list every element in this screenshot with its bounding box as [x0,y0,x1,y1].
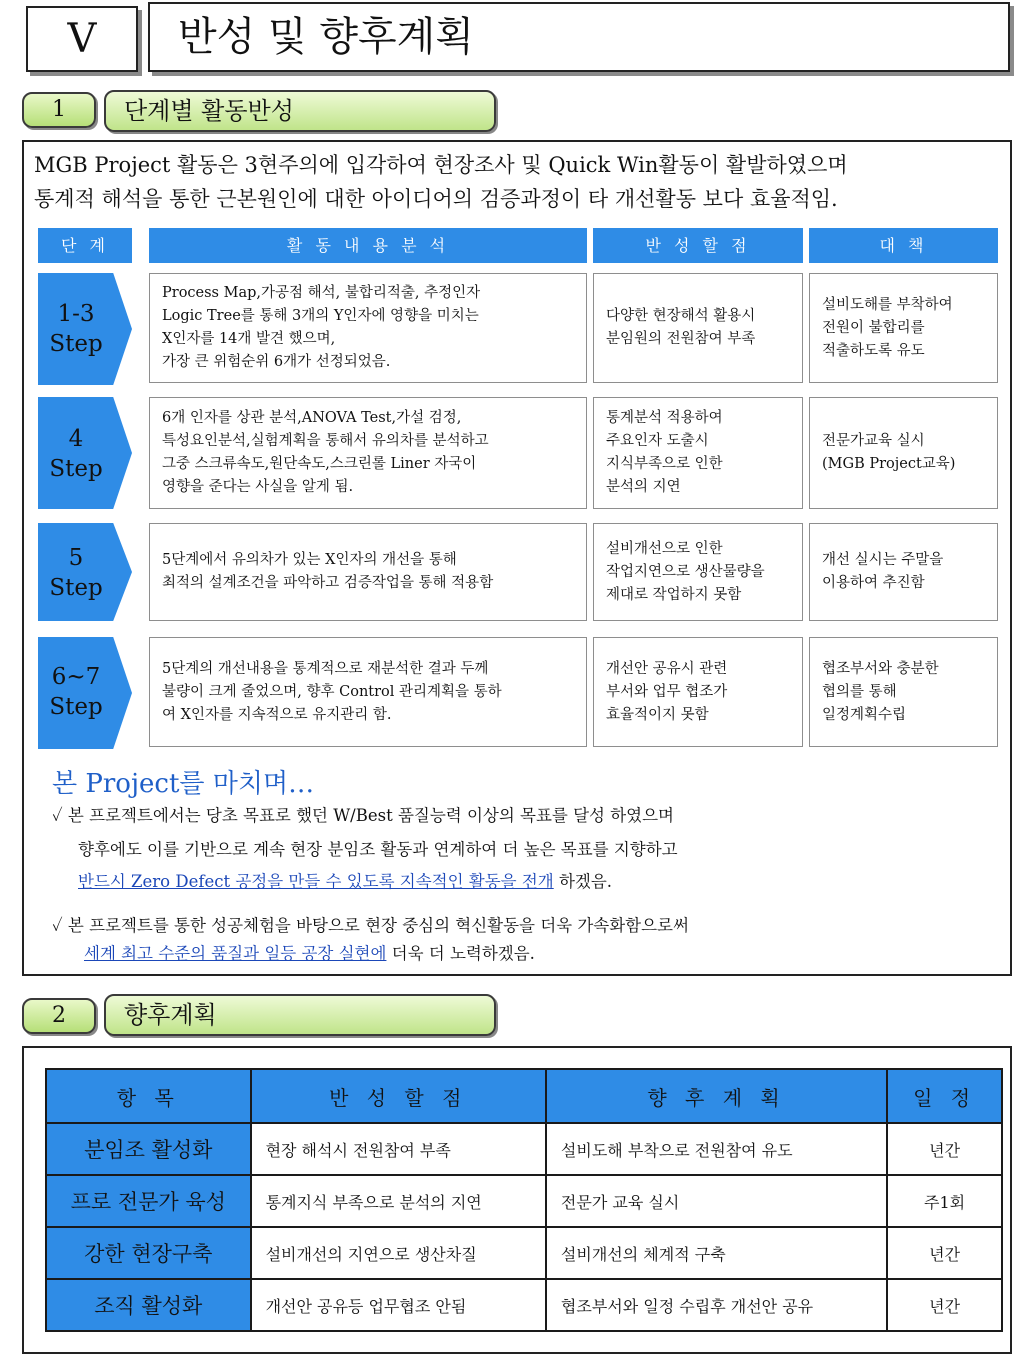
closing-title: 본 Project를 마치며… [52,769,315,799]
plan-reflection-cell: 개선안 공유등 업무협조 안됨 [251,1279,546,1331]
plan-item-cell: 프로 전문가 육성 [46,1175,251,1227]
table-row [46,1279,1002,1331]
reflection-cell: 다양한 현장해석 활용시 분임원의 전원참여 부족 [593,273,803,383]
closing-bullet-1-line-2: 향후에도 이를 기반으로 계속 현장 분임조 활동과 연계하여 더 높은 목표를 지향하고 [78,840,678,859]
plan-schedule-cell: 년간 [887,1227,1002,1279]
goal-link-text: 반드시 Zero Defect 공정을 만들 수 있도록 지속적인 활동을 전개 [78,872,554,891]
reflection-cell: 통계분석 적용하여 주요인자 도출시 지식부족으로 인한 분석의 지연 [593,397,803,509]
table-row [46,1175,1002,1227]
chapter-number: V [26,6,138,72]
table-row [46,1123,1002,1175]
plan-item-cell: 강한 현장구축 [46,1227,251,1279]
table-row [46,1227,1002,1279]
column-header-activity: 활 동 내 용 분 석 [149,228,587,263]
plan-item-cell: 분임조 활성화 [46,1123,251,1175]
plan-header-reflection: 반 성 할 점 [251,1069,546,1123]
plan-plan-cell: 설비개선의 체계적 구축 [546,1227,887,1279]
page-title: 반성 및 향후계획 [148,2,1010,72]
step-label: 4 Step [49,426,103,482]
plan-plan-cell: 협조부서와 일정 수립후 개선안 공유 [546,1279,887,1331]
column-header-measure: 대 책 [809,228,998,263]
plan-plan-cell: 설비도해 부착으로 전원참여 유도 [546,1123,887,1175]
plan-reflection-cell: 현장 해석시 전원참여 부족 [251,1123,546,1175]
activity-cell: 6개 인자를 상관 분석,ANOVA Test,가설 검정, 특성요인분석,실험계획을 통해서 유의차를 분석하고 그중 스크류속도,원단속도,스크린롤 Liner 자국이 영향을 준다는 사실을 알게 됨. [149,397,587,509]
plan-schedule-cell: 주1회 [887,1175,1002,1227]
column-header-step: 단 계 [38,228,132,263]
step-label: 6~7 Step [49,664,103,720]
section-1-number: 1 [22,92,96,128]
measure-cell: 전문가교육 실시 (MGB Project교육) [809,397,998,509]
plan-schedule-cell: 년간 [887,1123,1002,1175]
activity-cell: 5단계의 개선내용을 통계적으로 재분석한 결과 두께 불량이 크게 줄었으며, 향후 Control 관리계획을 통하 여 X인자를 지속적으로 유지관리 함. [149,637,587,747]
plan-plan-cell: 전문가 교육 실시 [546,1175,887,1227]
reflection-cell: 개선안 공유시 관련 부서와 업무 협조가 효율적이지 못함 [593,637,803,747]
column-header-reflection: 반 성 할 점 [593,228,803,263]
plan-reflection-cell: 설비개선의 지연으로 생산차질 [251,1227,546,1279]
closing-bullet-2-line-2: 세계 최고 수준의 품질과 일등 공장 실현에 더욱 더 노력하겠음. [84,944,535,963]
closing-bullet-1-line-3: 반드시 Zero Defect 공정을 만들 수 있도록 지속적인 활동을 전개 하겠음. [78,872,613,891]
measure-cell: 개선 실시는 주말을 이용하여 추진함 [809,523,998,621]
plan-reflection-cell: 통계지식 부족으로 분석의 지연 [251,1175,546,1227]
step-label: 1-3 Step [49,301,103,357]
section-2-number: 2 [22,998,96,1034]
intro-line-2: 통계적 해석을 통한 근본원인에 대한 아이디어의 검증과정이 타 개선활동 보다 효율적임. [34,187,838,211]
plan-header-schedule: 일 정 [887,1069,1002,1123]
plan-header-plan: 향 후 계 획 [546,1069,887,1123]
section-2-title: 향후계획 [104,994,496,1036]
plan-header-item: 항 목 [46,1069,251,1123]
plan-table [45,1068,1003,1332]
measure-cell: 협조부서와 충분한 협의를 통해 일정계획수립 [809,637,998,747]
closing-bullet-2-line-1: ✓ 본 프로젝트를 통한 성공체험을 바탕으로 현장 중심의 혁신활동을 더욱 가속화함으로써 [52,916,689,935]
reflection-cell: 설비개선으로 인한 작업지연으로 생산물량을 제대로 작업하지 못함 [593,523,803,621]
plan-item-cell: 조직 활성화 [46,1279,251,1331]
vision-link-text: 세계 최고 수준의 품질과 일등 공장 실현에 [84,944,387,963]
activity-cell: 5단계에서 유의차가 있는 X인자의 개선을 통해 최적의 설계조건을 파악하고 검증작업을 통해 적용함 [149,523,587,621]
closing-bullet-1-line-1: ✓ 본 프로젝트에서는 당초 목표로 했던 W/Best 품질능력 이상의 목표를 달성 하였으며 [52,806,674,825]
step-label: 5 Step [49,545,103,601]
plan-schedule-cell: 년간 [887,1279,1002,1331]
section-1-title: 단계별 활동반성 [104,90,496,132]
activity-cell: Process Map,가공점 해석, 불합리적출, 추정인자 Logic Tree를 통해 3개의 Y인자에 영향을 미치는 X인자를 14개 발견 했으며, 가장 큰 위험순위 6개가 선정되었음. [149,273,587,383]
measure-cell: 설비도해를 부착하여 전원이 불합리를 적출하도록 유도 [809,273,998,383]
intro-line-1: MGB Project 활동은 3현주의에 입각하여 현장조사 및 Quick Win활동이 활발하였으며 [34,153,848,177]
